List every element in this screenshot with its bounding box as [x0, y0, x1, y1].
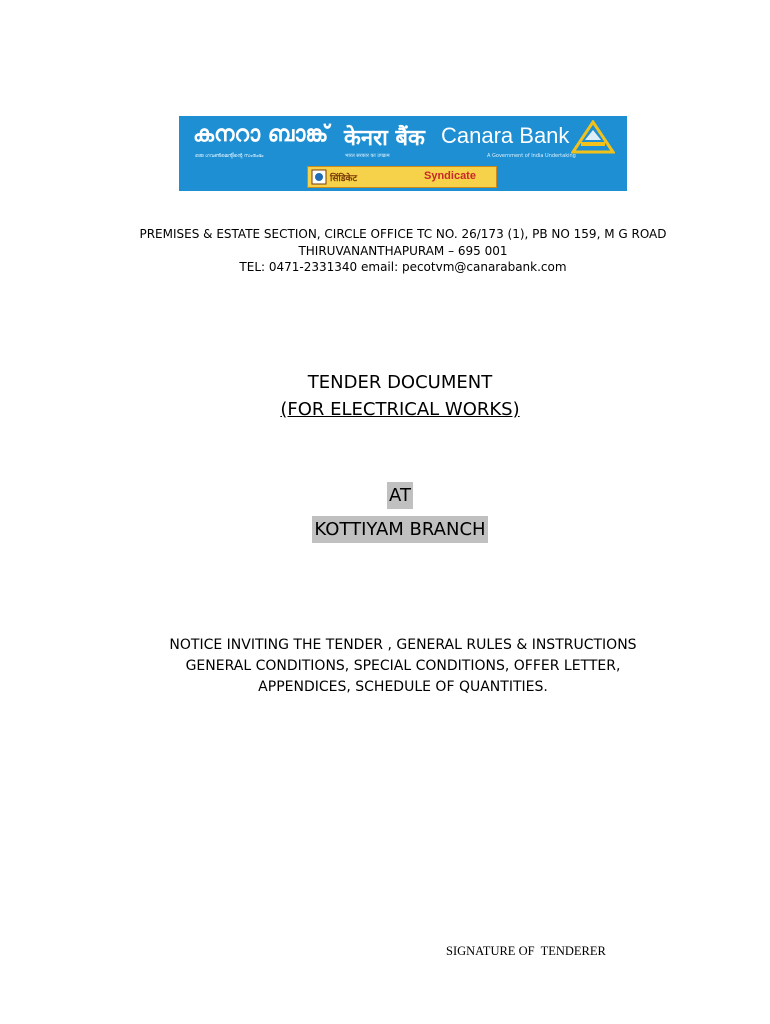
branch-name: KOTTIYAM BRANCH	[312, 516, 487, 543]
address-line-3: TEL: 0471-2331340 email: pecotvm@canarabank.com	[239, 260, 567, 274]
address-line-1: PREMISES & ESTATE SECTION, CIRCLE OFFICE TC NO. 26/173 (1), PB NO 159, M G ROAD	[139, 227, 667, 241]
syndicate-name-regional: सिंडिकेट	[330, 174, 358, 184]
bank-name-malayalam: കനറാ ബാങ്ക്	[193, 122, 329, 147]
address-line-2: THIRUVANANTHAPURAM – 695 001	[298, 243, 508, 258]
title-line-1: TENDER DOCUMENT	[307, 372, 493, 393]
tagline-malayalam: ഒരു ഗവൺമെന്റിന്റെ സംരംഭം	[195, 153, 264, 159]
syndicate-name-english: Syndicate	[424, 170, 476, 182]
notice-line-1: NOTICE INVITING THE TENDER , GENERAL RULES & INSTRUCTIONS	[169, 637, 637, 653]
document-title	[100, 369, 700, 423]
notice-line-2: GENERAL CONDITIONS, SPECIAL CONDITIONS, OFFER LETTER,	[185, 658, 621, 674]
at-label: AT	[387, 482, 413, 509]
contents-notice	[90, 635, 716, 698]
bank-name-english: Canara Bank	[441, 123, 570, 148]
title-line-2: (FOR ELECTRICAL WORKS)	[280, 399, 520, 420]
tagline-hindi: भारत सरकार का उपक्रम	[345, 153, 390, 159]
signature-of-tenderer: SIGNATURE OF TENDERER	[446, 944, 606, 958]
office-address	[100, 226, 706, 276]
canara-bank-logo-banner	[179, 116, 627, 191]
branch-location	[100, 481, 700, 549]
bank-name-hindi: केनरा बैंक	[344, 126, 425, 151]
syndicate-bank-logo	[307, 166, 497, 188]
notice-line-3: APPENDICES, SCHEDULE OF QUANTITIES.	[258, 679, 548, 695]
canara-triangle-logo-icon	[571, 120, 615, 154]
tagline-english: A Government of India Undertaking	[487, 153, 576, 159]
syndicate-emblem-icon	[311, 169, 327, 185]
